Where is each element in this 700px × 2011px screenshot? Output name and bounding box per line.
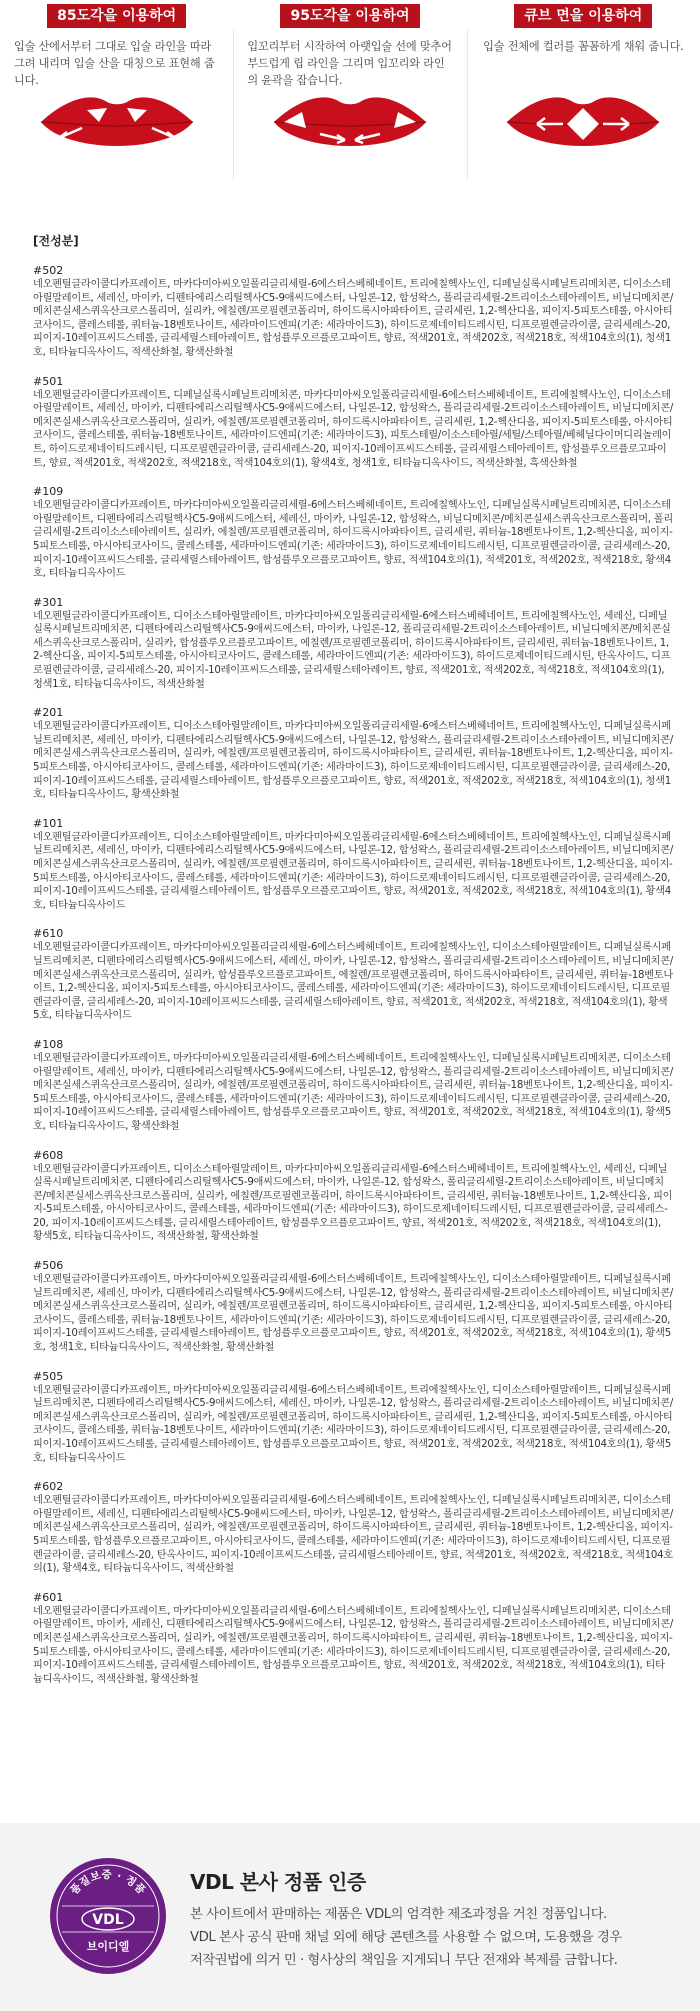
usage-title: 95도각을 이용하여 [280,4,419,28]
ingredient-text: 네오펜틸글라이콜디카프레이트, 마카다미아씨오일폴리글리세릴-6에스터스베헤네이트, 트리에칠헥사노인, 디페닐실록시페닐트리메치콘, 디이소스테아릴말레이트, 세레신, 마이카, 디펜타에리스리틸헥사C5-9애씨드에스터, 나일론-12, 합성왁스, 폴리글리세릴-2트리이소스테아레이트, 비닐디메치콘/메치콘실세스퀴옥산크로스폴리머, 실리카, 에칠렌/프로필렌코폴리머, 하이드록시아파타이트, 글리세린, 쿼터늄-18벤토나이트, 1,2-헥산디올, 피이지-5피토스테롤, 아시아티코사이드, 콜레스테롤, 세라마이드엔피(기존: 세라마이드3), 하이드로제네이티드레시틴, 디프로필렌글라이콜, 글리세레스-20, 피이지-10레이프씨드스테롤, 글리세릴스테아레이트, 합성플루오르플로고파이트, 향료, 적색201호, 적색202호, 적색218호, 적색104호의(1), 황색5호, 티타늄디옥사이드, 황색산화철 [33,1052,674,1132]
ingredient-text: 네오펜틸글라이콜디카프레이트, 마카다미아씨오일폴리글리세릴-6에스터스베헤네이트, 트리에칠헥사노인, 디페닐실록시페닐트리메치콘, 디이소스테아릴말레이트, 디펜타에리스리틸헥사C5-9애씨드에스터, 세레신, 마이카, 나일론-12, 합성왁스, 비닐디메치콘/메치콘실세스퀴옥산크로스폴리머, 폴리글리세릴-2트리이소스테아레이트, 실리카, 에칠렌/프로필렌코폴리머, 하이드록시아파타이트, 글리세린, 쿼터늄-18벤토나이트, 1,2-헥산디올, 피이지-5피토스테롤, 아시아티코사이드, 콜레스테롤, 세라마이드엔피(기존: 세라마이드3), 하이드로제네이티드레시틴, 디프로필렌글라이콜, 글리세레스-20, 피이지-10레이프씨드스테롤, 글리세릴스테아레이트, 합성플루오르플로고파이트, 향료, 적색104호의(1), 적색201호, 적색202호, 적색218호, 황색4호, 티타늄디옥사이드 [33,500,673,580]
authenticity-seal-icon [50,1858,166,1974]
usage-description: 입술 산에서부터 그대로 입술 라인을 따라 그려 내리며 입술 산을 대칭으로 표현해 줍니다. [14,40,215,87]
authenticity-line: VDL 본사 공식 판매 채널 외에 해당 콘텐츠를 사용할 수 없으며, 도용했을 경우 [190,1930,622,1945]
shade-code: #501 [33,374,64,388]
usage-85-degree [0,0,233,185]
lips-cube-icon [503,88,663,158]
shade-code: #608 [33,1148,64,1162]
ingredient-text: 네오펜틸글라이콜디카프레이트, 디페닐실록시페닐트리메치콘, 마카다미아씨오일폴리글리세릴-6에스터스베헤네이트, 트리에칠헥사노인, 디이소스테아릴말레이트, 세레신, 마이카, 디펜타에리스리틸헥사C5-9애씨드에스터, 나일론-12, 합성왁스, 폴리글리세릴-2트리이소스테아레이트, 비닐디메치콘/메치콘실세스퀴옥산크로스폴리머, 실리카, 에칠렌/프로필렌코폴리머, 하이드록시아파타이트, 글리세린, 1,2-헥산디올, 피이지-5피토스테롤, 아시아티코사이드, 콜레스테롤, 쿼터늄-18벤토나이트, 세라마이드엔피(기존: 세라마이드3), 피토스테릴/이소스테아릴/세틸/스테아릴/베헤닐다이머디리놀레이트, 하이드로제네이티드레시틴, 디프로필렌글라이콜, 글리세레스-20, 피이지-10레이프씨드스테롤, 글리세릴스테아레이트, 합성플루오르플로고파이트, 향료, 적색201호, 적색202호, 적색218호, 적색104호의(1), 황색4호, 청색1호, 티타늄디옥사이드, 적색산화철, 흑색산화철 [33,389,674,469]
shade-code: #502 [33,264,64,277]
ingredient-entry [33,1258,673,1355]
lips-85-icon [37,88,197,158]
shade-code: #602 [33,1480,64,1494]
shade-code: #101 [33,816,64,830]
ingredient-entry [33,1479,673,1576]
shade-code: #108 [33,1037,64,1051]
ingredient-text: 네오펜틸글라이콜디카프레이트, 디이소스테아릴말레이트, 마카다미아씨오일폴리글리세릴-6에스터스베헤네이트, 트리에칠헥사노인, 디페닐실록시페닐트리메치콘, 세레신, 마이카, 디펜타에리스리틸헥사C5-9애씨드에스터, 나일론-12, 합성왁스, 폴리글리세릴-2트리이소스테아레이트, 비닐디메치콘/메치콘실세스퀴옥산크로스폴리머, 실리카, 에칠렌/프로필렌코폴리머, 하이드록시아파타이트, 글리세린, 쿼터늄-18벤토나이트, 1,2-헥산디올, 피이지-5피토스테롤, 아시아티코사이드, 콜레스테롤, 세라마이드엔피(기존: 세라마이드3), 하이드로제네이티드레시틴, 디프로필렌글라이콜, 글리세레스-20, 피이지-10레이프씨드스테롤, 글리세릴스테아레이트, 합성플루오르플로고파이트, 향료, 적색201호, 적색202호, 적색218호, 적색104호의(1), 황색4호, 티타늄디옥사이드 [33,831,674,911]
ingredients-list [33,263,673,1686]
shade-code: #301 [33,595,64,609]
lips-illustration [0,88,233,158]
usage-description: 입꼬리부터 시작하여 아랫입술 선에 맞추어 부드럽게 립 라인을 그리며 입꼬리와 라인의 윤곽을 잡습니다. [247,40,452,87]
ingredient-entry [33,816,673,913]
usage-title: 큐브 면을 이용하여 [514,4,652,28]
authenticity-title: VDL 본사 정품 인증 [190,1870,366,1894]
seal-top-text: 품질보증 · 정품 [68,1868,148,1897]
seal-logo-text: VDL [92,1912,124,1928]
ingredient-text: 네오펜틸글라이콜디카프레이트, 마카다미아씨오일폴리글리세릴-6에스터스베헤네이트, 트리에칠헥사노인, 디페닐실록시페닐트리메치콘, 디이소스테아릴말레이트, 세레신, 마이카, 디펜타에리스리틸헥사C5-9애씨드에스터, 나일론-12, 합성왁스, 폴리글리세릴-2트리이소스테아레이트, 비닐디메치콘/메치콘실세스퀴옥산크로스폴리머, 실리카, 에칠렌/프로필렌코폴리머, 하이드록시아파타이트, 글리세린, 1,2-헥산디올, 피이지-5피토스테롤, 아시아티코사이드, 콜레스테롤, 쿼터늄-18벤토나이트, 세라마이드엔피(기존: 세라마이드3), 하이드로제네이티드레시틴, 디프로필렌글라이콜, 글리세레스-20, 피이지-10레이프씨드스테롤, 글리세릴스테아레이트, 합성플루오르플로고파이트, 향료, 적색201호, 적색202호, 적색218호, 적색104호의(1), 청색1호, 티타늄디옥사이드, 적색산화철, 황색산화철 [33,279,674,358]
ingredient-entry [33,484,673,581]
usage-description: 입술 전체에 컬러를 꼼꼼하게 채워 줍니다. [483,40,684,53]
lips-illustration [467,88,700,158]
ingredient-text: 네오펜틸글라이콜디카프레이트, 마카다미아씨오일폴리글리세릴-6에스터스베헤네이트, 트리에칠헥사노인, 디페닐실록시페닐트리메치콘, 디이소스테아릴말레이트, 마이카, 세레신, 디펜타에리스리틸헥사C5-9애씨드에스터, 나일론-12, 합성왁스, 폴리글리세릴-2트리이소스테아레이트, 비닐디메치콘/메치콘실세스퀴옥산크로스폴리머, 실리카, 에칠렌/프로필렌코폴리머, 하이드록시아파타이트, 글리세린, 쿼터늄-18벤토나이트, 1,2-헥산디올, 피이지-5피토스테롤, 아시아티코사이드, 콜레스테롤, 세라마이드엔피(기존: 세라마이드3), 하이드로제네이티드레시틴, 디프로필렌글라이콜, 글리세레스-20, 피이지-10레이프씨드스테롤, 글리세릴스테아레이트, 합성플루오르플로고파이트, 향료, 적색201호, 적색202호, 적색218호, 적색104호의(1), 티타늄디옥사이드, 적색산화철, 황색산화철 [33,1605,674,1685]
ingredient-entry [33,595,673,692]
ingredient-entry [33,1148,673,1245]
shade-code: #505 [33,1369,64,1383]
lips-illustration [233,88,466,158]
ingredient-entry [33,263,673,360]
ingredient-text: 네오펜틸글라이콜디카프레이트, 마카다미아씨오일폴리글리세릴-6에스터스베헤네이트, 트리에칠헥사노인, 디이소스테아릴말레이트, 디페닐실록시페닐트리메치콘, 세레신, 마이카, 디펜타에리스리틸헥사C5-9애씨드에스터, 나일론-12, 합성왁스, 폴리글리세릴-2트리이소스테아레이트, 비닐디메치콘/메치콘실세스퀴옥산크로스폴리머, 실리카, 에칠렌/프로필렌코폴리머, 하이드록시아파타이트, 글리세린, 1,2-헥산디올, 피이지-5피토스테롤, 아시아티코사이드, 콜레스테롤, 쿼터늄-18벤토나이트, 세라마이드엔피(기존: 세라마이드3), 하이드로제네이티드레시틴, 디프로필렌글라이콜, 글리세레스-20, 피이지-10레이프씨드스테롤, 글리세릴스테아레이트, 합성플루오르플로고파이트, 향료, 적색201호, 적색202호, 적색218호, 적색104호의(1), 황색5호, 청색1호, 티타늄디옥사이드, 적색산화철, 황색산화철 [33,1274,674,1354]
shade-code: #201 [33,706,64,720]
ingredient-entry [33,705,673,802]
authenticity-section [0,1823,700,2011]
ingredient-text: 네오펜틸글라이콜디카프레이트, 디이소스테아릴말레이트, 마카다미아씨오일폴리글리세릴-6에스터스베헤네이트, 트리에칠헥사노인, 세레신, 디페닐실록시페닐트리메치콘, 디펜타에리스리틸헥사C5-9애씨드에스터, 마이카, 나일론-12, 합성왁스, 폴리글리세릴-2트리이소스테아레이트, 비닐디메치콘/메치콘실세스퀴옥산크로스폴리머, 실리카, 에칠렌/프로필렌코폴리머, 하이드록시아파타이트, 글리세린, 쿼터늄-18벤토나이트, 1,2-헥산디올, 피이지-5피토스테롤, 아시아티코사이드, 콜레스테롤, 세라마이드엔피(기존: 세라마이드3), 하이드로제네이티드레시틴, 디프로필렌글라이콜, 글리세레스-20, 피이지-10레이프씨드스테롤, 글리세릴스테아레이트, 합성플루오르플로고파이트, 향료, 적색201호, 적색202호, 적색218호, 적색104호의(1), 황색5호, 티타늄디옥사이드, 적색산화철, 황색산화철 [33,1163,673,1243]
ingredient-text: 네오펜틸글라이콜디카프레이트, 마카다미아씨오일폴리글리세릴-6에스터스베헤네이트, 트리에칠헥사노인, 디페닐실록시페닐트리메치콘, 디이소스테아릴말레이트, 세레신, 디펜타에리스리틸헥사C5-9애씨드에스터, 마이카, 나일론-12, 합성왁스, 폴리글리세릴-2트리이소스테아레이트, 비닐디메치콘/메치콘실세스퀴옥산크로스폴리머, 실리카, 에칠렌/프로필렌코폴리머, 하이드록시아파타이트, 글리세린, 쿼터늄-18벤토나이트, 1,2-헥산디올, 피이지-5피토스테롤, 합성플루오르플로고파이트, 아시아티코사이드, 콜레스테롤, 세라마이드엔피(기존: 세라마이드3), 하이드로제네이티드레시틴, 디프로필렌글라이콜, 글리세레스-20, 탄옥사이드, 피이지-10레이프씨드스테롤, 글리세릴스테아레이트, 향료, 적색201호, 적색202호, 적색218호, 적색104호의(1), 황색4호, 티타늄디옥사이드, 적색산화철 [33,1495,674,1575]
authenticity-text [190,1903,670,1972]
seal-bottom-text: 브이디엘 [86,1940,130,1953]
ingredient-entry [33,374,673,471]
ingredients-heading: [전성분] [33,234,79,248]
ingredient-text: 네오펜틸글라이콜디카프레이트, 디이소스테아릴말레이트, 마카다미아씨오일폴리글리세릴-6에스터스베헤네이트, 트리에칠헥사노인, 세레신, 디페닐실록시페닐트리메치콘, 디펜타에리스리틸헥사C5-9애씨드에스터, 마이카, 나일론-12, 폴리글리세릴-2트리이소스테아레이트, 비닐디메치콘/메치콘실세스퀴옥산크로스폴리머, 실리카, 합성플루오르플로고파이트, 에칠렌/프로필렌코폴리머, 하이드록시아파타이트, 글리세린, 쿼터늄-18벤토나이트, 1,2-헥산디올, 피이지-5피토스테롤, 아시아티코사이드, 콜레스테롤, 세라마이드엔피(기존: 세라마이드3), 하이드로제네이티드레시틴, 탄옥사이드, 디프로필렌글라이콜, 글리세레스-20, 피이지-10레이프씨드스테롤, 글리세릴스테아레이트, 향료, 적색201호, 적색202호, 적색218호, 적색104호의(1), 청색1호, 티타늄디옥사이드, 적색산화철 [33,610,671,690]
shade-code: #506 [33,1259,64,1273]
usage-95-degree [233,0,466,185]
ingredient-text: 네오펜틸글라이콜디카프레이트, 마카다미아씨오일폴리글리세릴-6에스터스베헤네이트, 트리에칠헥사노인, 디이소스테아릴말레이트, 디페닐실록시페닐트리메치콘, 디펜타에리스리틸헥사C5-9애씨드에스터, 세레신, 마이카, 나일론-12, 합성왁스, 폴리글리세릴-2트리이소스테아레이트, 비닐디메치콘/메치콘실세스퀴옥산크로스폴리머, 실리카, 에칠렌/프로필렌코폴리머, 하이드록시아파타이트, 글리세린, 1,2-헥산디올, 피이지-5피토스테롤, 아시아티코사이드, 콜레스테롤, 쿼터늄-18벤토나이트, 세라마이드엔피(기존: 세라마이드3), 하이드로제네이티드레시틴, 디프로필렌글라이콜, 글리세레스-20, 피이지-10레이프씨드스테롤, 글리세릴스테아레이트, 합성플루오르플로고파이트, 향료, 적색201호, 적색202호, 적색218호, 적색104호의(1), 황색5호, 티타늄디옥사이드 [33,1384,674,1464]
usage-guide [0,0,700,185]
shade-code: #610 [33,927,64,941]
shade-code: #109 [33,485,64,499]
authenticity-line: 본 사이트에서 판매하는 제품은 VDL의 엄격한 제조과정을 거친 정품입니다. [190,1907,607,1922]
ingredient-text: 네오펜틸글라이콜디카프레이트, 디이소스테아릴말레이트, 마카다미아씨오일폴리글리세릴-6에스터스베헤네이트, 트리에칠헥사노인, 디페닐실록시페닐트리메치콘, 세레신, 마이카, 디펜타에리스리틸헥사C5-9애씨드에스터, 나일론-12, 합성왁스, 폴리글리세릴-2트리이소스테아레이트, 비닐디메치콘/메치콘실세스퀴옥산크로스폴리머, 실리카, 에칠렌/프로필렌코폴리머, 하이드록시아파타이트, 글리세린, 쿼터늄-18벤토나이트, 1,2-헥산디올, 피이지-5피토스테롤, 아시아티코사이드, 콜레스테롤, 세라마이드엔피(기존: 세라마이드3), 하이드로제네이티드레시틴, 디프로필렌글라이콜, 글리세레스-20, 피이지-10레이프씨드스테롤, 글리세릴스테아레이트, 합성플루오르플로고파이트, 향료, 적색201호, 적색202호, 적색218호, 적색104호의(1), 청색1호, 티타늄디옥사이드, 황색산화철 [33,721,674,801]
lips-95-icon [270,88,430,158]
ingredient-entry [33,926,673,1023]
usage-title: 85도각을 이용하여 [47,4,186,28]
usage-cube-face [467,0,700,185]
ingredient-entry [33,1037,673,1134]
authenticity-line: 저작권법에 의거 민 · 형사상의 책임을 지게되니 무단 전재와 복제를 금합니다. [190,1953,618,1968]
ingredient-entry [33,1369,673,1466]
ingredient-entry [33,1590,673,1687]
ingredient-text: 네오펜틸글라이콜디카프레이트, 마카다미아씨오일폴리글리세릴-6에스터스베헤네이트, 트리에칠헥사노인, 디이소스테아릴말레이트, 디페닐실록시페닐트리메치콘, 디펜타에리스리틸헥사C5-9애씨드에스터, 세레신, 마이카, 나일론-12, 합성왁스, 폴리글리세릴-2트리이소스테아레이트, 비닐디메치콘/메치콘실세스퀴옥산크로스폴리머, 실리카, 합성플루오르플로고파이트, 에칠렌/프로필렌코폴리머, 하이드록시아파타이트, 글리세린, 쿼터늄-18벤토나이트, 1,2-헥산디올, 피이지-5피토스테롤, 아시아티코사이드, 콜레스테롤, 세라마이드엔피(기존: 세라마이드3), 하이드로제네이티드레시틴, 디프로필렌글라이콜, 글리세레스-20, 피이지-10레이프씨드스테롤, 글리세릴스테아레이트, 향료, 적색201호, 적색202호, 적색218호, 적색104호의(1), 황색5호, 티타늄디옥사이드 [33,942,674,1022]
shade-code: #601 [33,1590,64,1604]
ingredients-section [33,232,673,1700]
